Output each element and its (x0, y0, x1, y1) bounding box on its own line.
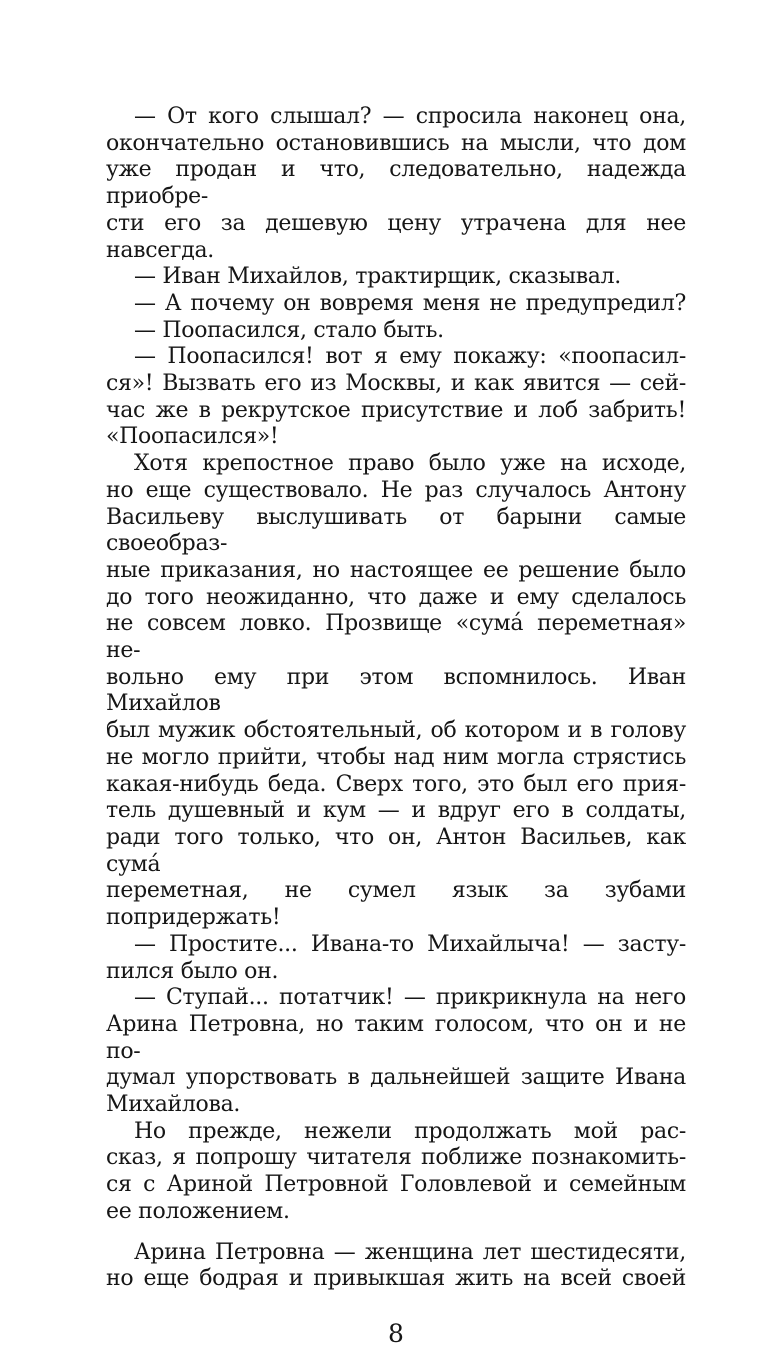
text-line: до того неожиданно, что даже и ему сделалось (106, 584, 686, 610)
paragraph (106, 344, 686, 451)
text-line: «Поопасился»! (106, 424, 279, 450)
text-line: не могло прийти, чтобы над ним могла стрястись (106, 744, 686, 770)
text-line: вольно ему при этом вспомнилось. Иван Михайлов (106, 664, 686, 717)
text-line: но еще существовало. Не раз случалось Антону (106, 477, 686, 503)
text-line: ся»! Вызвать его из Москвы, и как явится — сей- (106, 371, 686, 397)
text-line: Арина Петровна, но таким голосом, что он и не по- (106, 1011, 686, 1064)
paragraphs-container (106, 104, 686, 1293)
text-line: — Поопасился, стало быть. (134, 317, 444, 343)
text-line: не совсем ловко. Прозвище «сума́ переметная» не- (106, 611, 686, 664)
text-line: был мужик обстоятельный, об котором и в голову (106, 718, 686, 744)
text-line: пился было он. (106, 958, 279, 984)
text-line: час же в рекрутское присутствие и лоб забрить! (106, 397, 686, 423)
text-line: переметная, не сумел язык за зубами попридержать! (106, 878, 686, 931)
paragraph (106, 1240, 686, 1293)
text-line: ради того только, что он, Антон Васильев, как сума́ (106, 824, 686, 877)
paragraph (106, 985, 686, 1119)
text-line: — Ступай... потатчик! — прикрикнула на него (134, 985, 686, 1011)
paragraph (106, 104, 686, 264)
text-line: тель душевный и кум — и вдруг его в солдаты, (106, 798, 686, 824)
text-line: — Простите... Ивана-то Михайлыча! — засту- (134, 931, 686, 957)
text-line: — Иван Михайлов, трактирщик, сказывал. (134, 264, 621, 290)
text-line: Хотя крепостное право было уже на исходе, (134, 451, 686, 477)
page-text (106, 104, 686, 1348)
paragraph (106, 318, 686, 345)
text-line: Васильеву выслушивать от барыни самые своеобраз- (106, 504, 686, 557)
paragraph (106, 932, 686, 985)
text-line: ные приказания, но настоящее ее решение было (106, 557, 686, 583)
text-line: Михайлова. (106, 1092, 241, 1118)
paragraph (106, 264, 686, 291)
text-line: ее положением. (106, 1198, 290, 1224)
text-line: Арина Петровна — женщина лет шестидесяти, (134, 1239, 686, 1265)
paragraph (106, 451, 686, 932)
text-line: какая-нибудь беда. Сверх того, это был его прия- (106, 771, 686, 797)
text-line: ся с Ариной Петровной Головлевой и семейным (106, 1172, 686, 1198)
paragraph (106, 1119, 686, 1226)
text-line: — От кого слышал? — спросила наконец она, (134, 104, 686, 129)
paragraph (106, 291, 686, 318)
text-line: окончательно остановившись на мысли, что дом (106, 130, 686, 156)
text-line: — Поопасился! вот я ему покажу: «поопасил- (134, 344, 686, 370)
text-line: сти его за дешевую цену утрачена для нее навсегда. (106, 210, 686, 263)
text-line: сказ, я попрошу читателя поближе познакомить- (106, 1145, 686, 1171)
text-line: Но прежде, нежели продолжать мой рас- (134, 1118, 686, 1144)
text-line: — А почему он вовремя меня не предупредил? (134, 290, 686, 316)
page-number: 8 (388, 1318, 404, 1348)
text-line: но еще бодрая и привыкшая жить на всей своей (106, 1266, 686, 1292)
text-line: думал упорствовать в дальнейшей защите Ивана (106, 1065, 686, 1091)
text-line: уже продан и что, следовательно, надежда приобре- (106, 157, 686, 210)
